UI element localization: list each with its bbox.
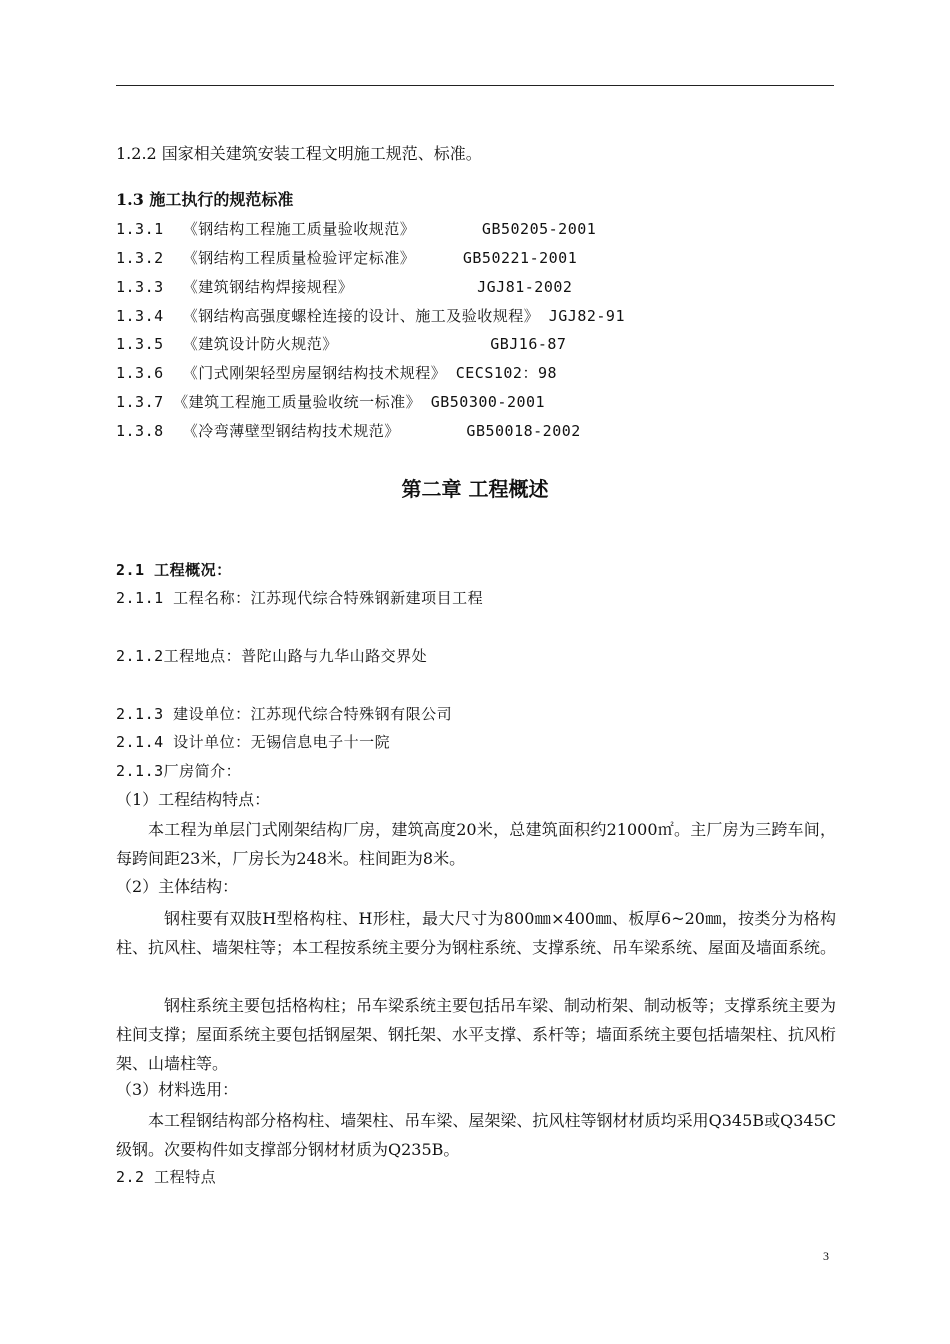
structure-features-heading: （1）工程结构特点： [116, 790, 271, 809]
standard-item: 1.3.8 《冷弯薄壁型钢结构技术规范》 GB50018-2002 [116, 422, 581, 440]
project-location: 2.1.2工程地点：普陀山路与九华山路交界处 [116, 647, 428, 665]
standard-item: 1.3.1 《钢结构工程施工质量验收规范》 GB50205-2001 [116, 220, 597, 238]
chapter-title: 第二章 工程概述 [401, 477, 549, 501]
section-2-1-heading: 2.1 工程概况： [116, 561, 232, 579]
section-2-2-heading: 2.2 工程特点 [116, 1168, 217, 1186]
project-name: 2.1.1 工程名称：江苏现代综合特殊钢新建项目工程 [116, 589, 484, 607]
page-number: 3 [823, 1249, 829, 1263]
main-structure-heading: （2）主体结构： [116, 877, 239, 896]
section-1-2-2: 1.2.2 国家相关建筑安装工程文明施工规范、标准。 [116, 144, 482, 163]
designer: 2.1.4 设计单位：无锡信息电子十一院 [116, 733, 391, 751]
standard-item: 1.3.5 《建筑设计防火规范》 GBJ16-87 [116, 335, 567, 353]
section-1-3-heading: 1.3 施工执行的规范标准 [116, 190, 294, 209]
standard-item: 1.3.6 《门式刚架轻型房屋钢结构技术规程》 CECS102：98 [116, 364, 558, 382]
materials-heading: （3）材料选用： [116, 1080, 239, 1099]
plant-intro: 2.1.3厂房简介： [116, 762, 242, 780]
standard-item: 1.3.7 《建筑工程施工质量验收统一标准》 GB50300-2001 [116, 393, 546, 411]
standard-item: 1.3.3 《建筑钢结构焊接规程》 JGJ81-2002 [116, 278, 573, 296]
main-structure-body-1: 钢柱要有双肢H型格构柱、H形柱，最大尺寸为800㎜×400㎜、板厚6~20㎜，按类分为格构柱、抗风柱、墙架柱等；本工程按系统主要分为钢柱系统、支撑系统、吊车梁系统、屋面及墙面系统。 [116, 909, 837, 957]
structure-features-body: 本工程为单层门式刚架结构厂房，建筑高度20米，总建筑面积约21000㎡。主厂房为三跨车间，每跨间距23米，厂房长为248米。柱间距为8米。 [116, 820, 836, 868]
standard-item: 1.3.4 《钢结构高强度螺栓连接的设计、施工及验收规程》 JGJ82-91 [116, 307, 625, 325]
materials-body: 本工程钢结构部分格构柱、墙架柱、吊车梁、屋架梁、抗风柱等钢材材质均采用Q345B或Q345C级钢。次要构件如支撑部分钢材材质为Q235B。 [116, 1111, 836, 1159]
header-rule [116, 85, 834, 86]
main-structure-body-2: 钢柱系统主要包括格构柱；吊车梁系统主要包括吊车梁、制动桁架、制动板等；支撑系统主要为柱间支撑；屋面系统主要包括钢屋架、钢托架、水平支撑、系杆等；墙面系统主要包括墙架柱、抗风桁架、山墙柱等。 [116, 996, 837, 1073]
builder: 2.1.3 建设单位：江苏现代综合特殊钢有限公司 [116, 705, 453, 723]
standard-item: 1.3.2 《钢结构工程质量检验评定标准》 GB50221-2001 [116, 249, 578, 267]
